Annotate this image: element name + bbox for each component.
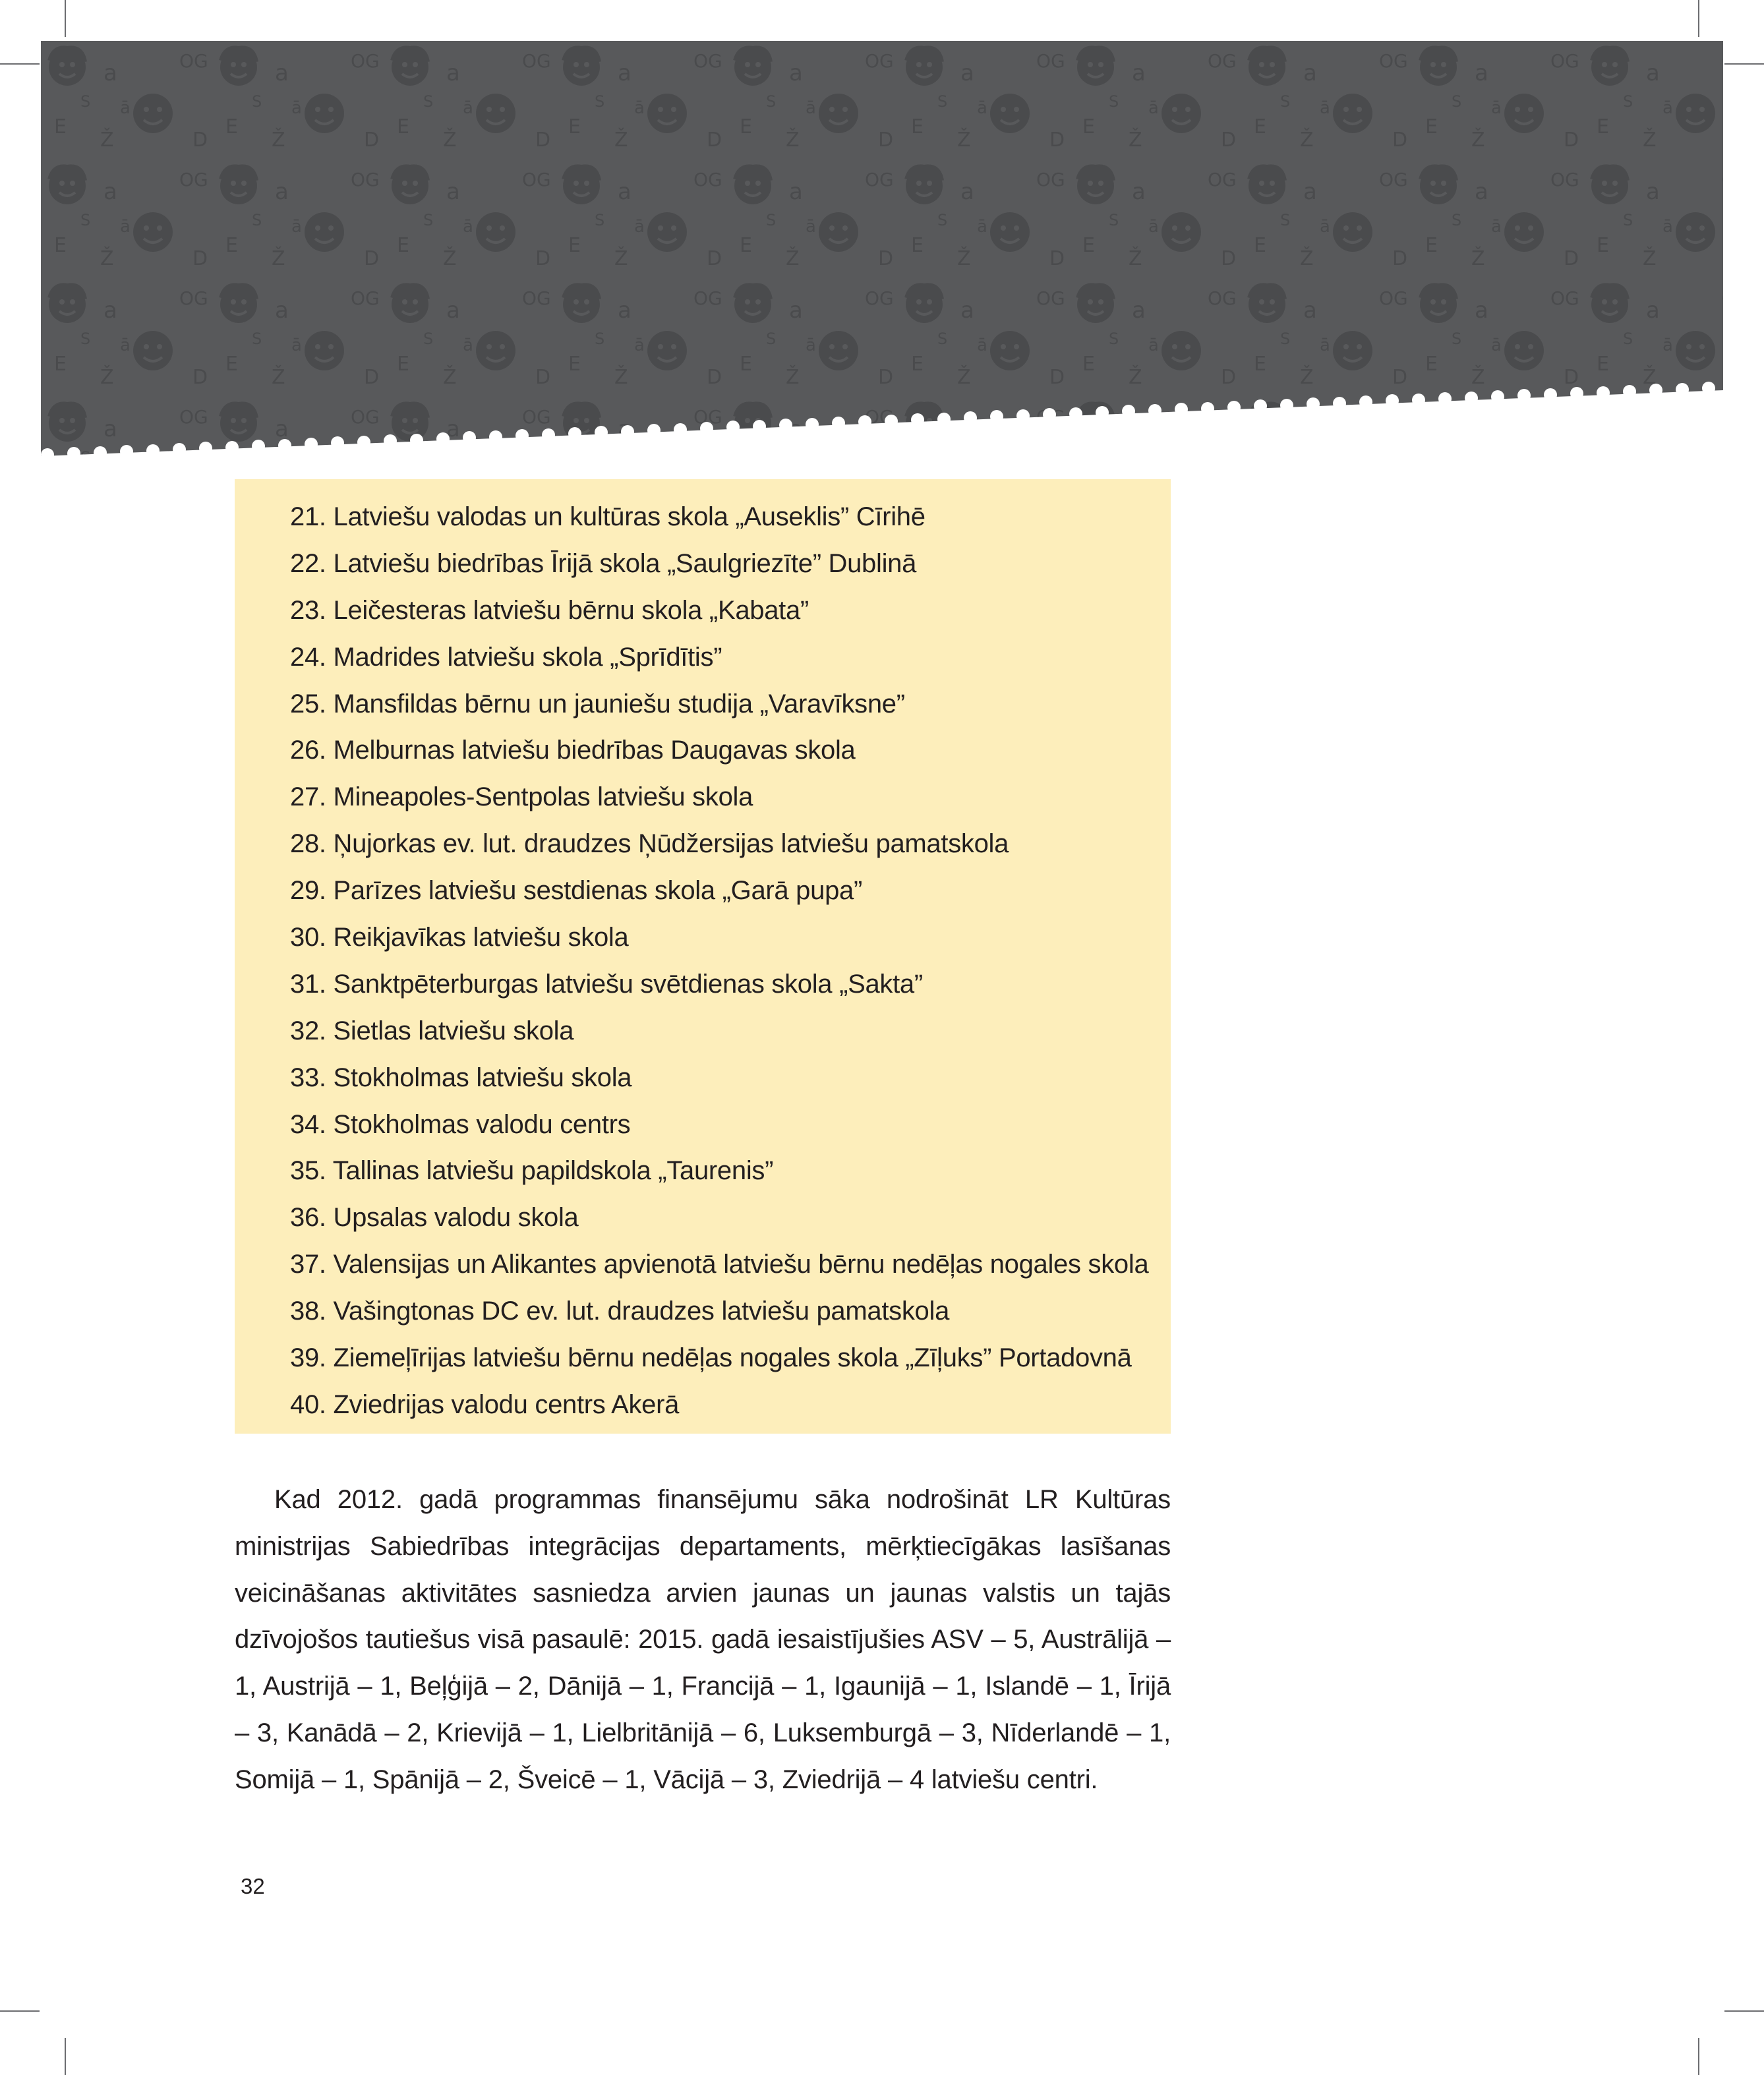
- list-item: 21. Latviešu valodas un kultūras skola „Auseklis” Cīrihē: [290, 502, 926, 531]
- body-paragraph: Kad 2012. gadā programmas finansējumu sāka nodrošināt LR Kultūras ministrijas Sabiedrības integrācijas departaments, mērķtiecīgākas lasīšanas veicināšanas aktivitātes sasniedza arvien jaunas un jaunas valstis un tajās dzīvojošos tautiešus visā pasaulē: 2015. gadā iesaistījušies ASV – 5, Austrālijā – 1, Austrijā – 1, Beļģijā – 2, Dānijā – 1, Francijā – 1, Igaunijā – 1, Islandē – 1, Īrijā – 3, Kanādā – 2, Krievijā – 1, Lielbritānijā – 6, Luksemburgā – 3, Nīderlandē – 1, Somijā – 1, Spānijā – 2, Šveicē – 1, Vācijā – 3, Zviedrijā – 4 latviešu centri.: [235, 1485, 1171, 1794]
- crop-mark-bottom-left-vertical: [65, 2038, 66, 2075]
- crop-mark-bottom-left-horizontal: [0, 2010, 40, 2012]
- list-item: 26. Melburnas latviešu biedrības Daugavas skola: [290, 736, 856, 765]
- crop-mark-bottom-right-horizontal: [1724, 2010, 1764, 2012]
- list-item: 22. Latviešu biedrības Īrijā skola „Saulgriezīte” Dublinā: [290, 548, 917, 578]
- crop-mark-top-left-vertical: [65, 0, 66, 37]
- list-item: 33. Stokholmas latviešu skola: [290, 1063, 632, 1092]
- list-item: 36. Upsalas valodu skola: [290, 1203, 579, 1233]
- school-list: [290, 494, 1171, 1428]
- crop-mark-bottom-right-vertical: [1698, 2038, 1699, 2075]
- list-item: 35. Tallinas latviešu papildskola „Taurenis”: [290, 1156, 774, 1186]
- list-item: 30. Reikjavīkas latviešu skola: [290, 923, 629, 952]
- school-list-box: [235, 479, 1171, 1434]
- list-item: 29. Parīzes latviešu sestdienas skola „Garā pupa”: [290, 876, 862, 906]
- list-item: 28. Ņujorkas ev. lut. draudzes Ņūdžersijas latviešu pamatskola: [290, 829, 1009, 859]
- list-item: 31. Sanktpēterburgas latviešu svētdienas skola „Sakta”: [290, 969, 923, 999]
- list-item: 23. Leičesteras latviešu bērnu skola „Kabata”: [290, 595, 809, 625]
- crop-mark-top-left-horizontal: [0, 63, 40, 65]
- list-item: 25. Mansfildas bērnu un jauniešu studija „Varavīksne”: [290, 689, 905, 718]
- list-item: 38. Vašingtonas DC ev. lut. draudzes latviešu pamatskola: [290, 1297, 950, 1326]
- crop-mark-top-right-vertical: [1698, 0, 1699, 37]
- kids-pattern-icon: [41, 41, 1723, 456]
- list-item: 40. Zviedrijas valodu centrs Akerā: [290, 1389, 680, 1419]
- list-item: 27. Mineapoles-Sentpolas latviešu skola: [290, 782, 753, 812]
- decorative-header-band: [41, 41, 1723, 456]
- list-item: 32. Sietlas latviešu skola: [290, 1016, 574, 1045]
- list-item: 24. Madrides latviešu skola „Sprīdītis”: [290, 642, 722, 672]
- page-number: 32: [241, 1874, 265, 1898]
- list-item: 34. Stokholmas valodu centrs: [290, 1109, 631, 1139]
- list-item: 37. Valensijas un Alikantes apvienotā latviešu bērnu nedēļas nogales skola: [290, 1250, 1149, 1279]
- list-item: 39. Ziemeļīrijas latviešu bērnu nedēļas nogales skola „Zīļuks” Portadovnā: [290, 1343, 1132, 1373]
- crop-mark-top-right-horizontal: [1724, 63, 1764, 65]
